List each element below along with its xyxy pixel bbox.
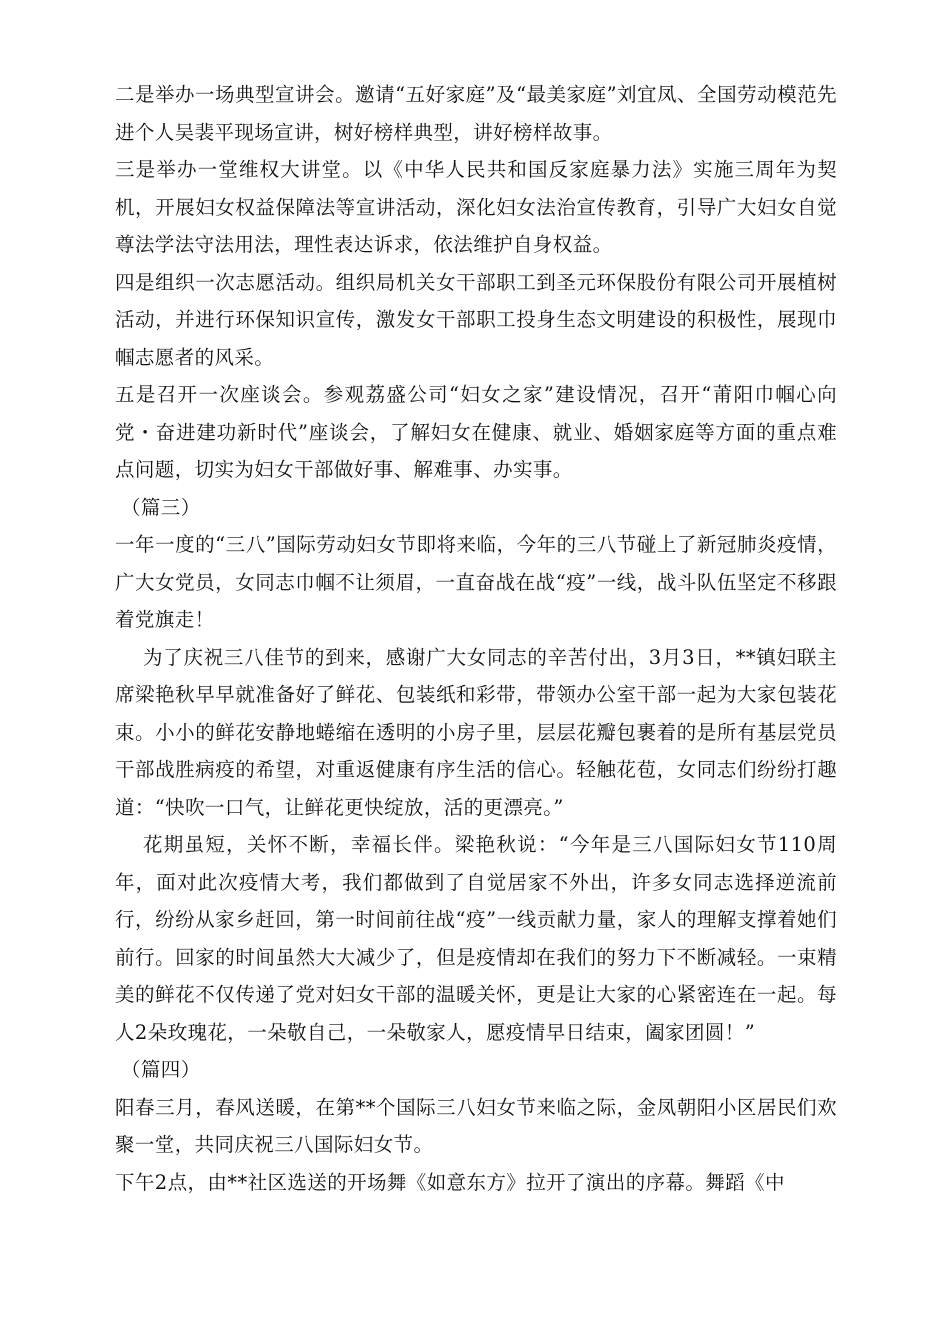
paragraph-performance: 下午2点，由**社区选送的开场舞《如意东方》拉开了演出的序幕。舞蹈《中 xyxy=(115,1170,785,1194)
paragraph-flowers: 为了庆祝三八佳节的到来，感谢广大女同志的辛苦付出，3月3日，**镇妇联主席梁艳秋早早就准备好了鲜花、包装纸和彩带，带领办公室干部一起为大家包装花束。小小的鲜花安静地蜷缩在透明的小房子里，层层花瓣包裹着的是所有基层党员干部战胜病疫的希望，对重返健康有序生活的信心。轻触花苞，女同志们纷纷打趣道：“快吹一口气，让鲜花更快绽放，活的更漂亮。” xyxy=(115,645,837,819)
section-heading-4: （篇四） xyxy=(121,1058,201,1081)
paragraph-quote: 花期虽短，关怀不断，幸福长伴。梁艳秋说：“今年是三八国际妇女节110周年，面对此次疫情大考，我们都做到了自觉居家不外出，许多女同志选择逆流前行，纷纷从家乡赶回，第一时间前往战“疫”一线贡献力量，家人的理解支撑着她们前行。回家的时间虽然大大减少了，但是疫情却在我们的努力下不断减轻。一束精美的鲜花不仅传递了党对妇女干部的温暖关怀，更是让大家的心紧密连在一起。每人2朵玫瑰花，一朵敬自己，一朵敬家人，愿疫情早日结束，阖家团圆！” xyxy=(115,833,837,1044)
paragraph-rights-lecture: 三是举办一堂维权大讲堂。以《中华人民共和国反家庭暴力法》实施三周年为契机，开展妇女权益保障法等宣讲活动，深化妇女法治宣传教育，引导广大妇女自觉尊法学法守法用法，理性表达诉求，依法维护自身权益。 xyxy=(115,158,837,256)
paragraph-symposium: 五是召开一次座谈会。参观荔盛公司“妇女之家”建设情况，召开“莆阳巾帼心向党・奋进建功新时代”座谈会，了解妇女在健康、就业、婚姻家庭等方面的重点难点问题，切实为妇女干部做好事、解难事、办实事。 xyxy=(115,383,837,481)
paragraph-lecture: 二是举办一场典型宣讲会。邀请“五好家庭”及“最美家庭”刘宜凤、全国劳动模范先进个人吴裴平现场宣讲，树好榜样典型，讲好榜样故事。 xyxy=(115,83,837,144)
paragraph-volunteer: 四是组织一次志愿活动。组织局机关女干部职工到圣元环保股份有限公司开展植树活动，并进行环保知识宣传，激发女干部职工投身生态文明建设的积极性，展现巾帼志愿者的风采。 xyxy=(115,270,837,369)
paragraph-community: 阳春三月，春风送暖，在第**个国际三八妇女节来临之际，金凤朝阳小区居民们欢聚一堂，共同庆祝三八国际妇女节。 xyxy=(115,1095,837,1156)
document-body xyxy=(115,76,837,1201)
paragraph-womens-day-intro: 一年一度的“三八”国际劳动妇女节即将来临，今年的三八节碰上了新冠肺炎疫情，广大女党员，女同志巾帼不让须眉，一直奋战在战“疫”一线，战斗队伍坚定不移跟着党旗走！ xyxy=(115,533,837,631)
section-heading-3: （篇三） xyxy=(121,495,201,519)
